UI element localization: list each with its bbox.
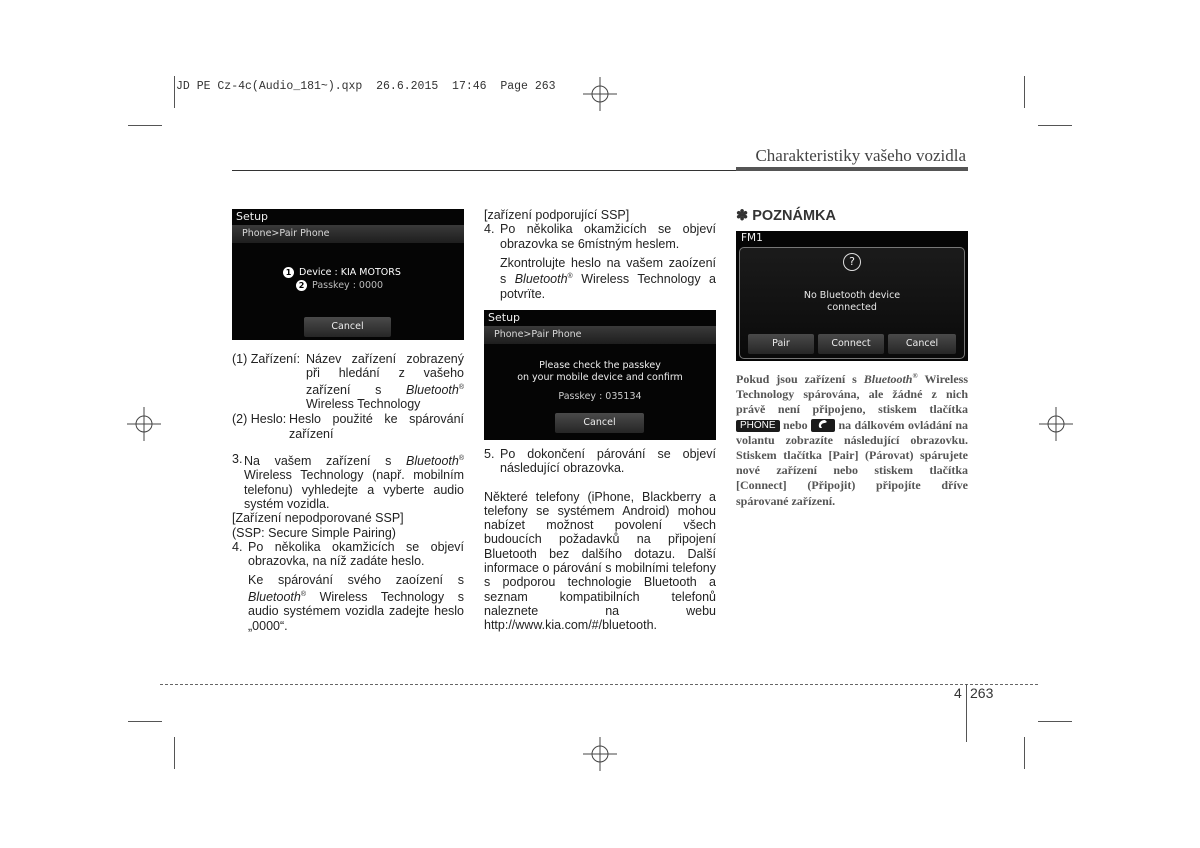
registration-mark-icon (127, 407, 161, 441)
step-5 (484, 447, 716, 476)
cancel-button[interactable]: Cancel (304, 317, 391, 337)
crop-mark (1038, 125, 1072, 126)
supported-heading: [zařízení podporující SSP] (484, 208, 630, 222)
registered-mark: ® (458, 454, 464, 462)
column-2-top-text (484, 208, 716, 301)
passkey-instruction-1: Please check the passkey (539, 360, 661, 371)
device-row (283, 267, 401, 278)
passkey-value: Passkey : 035134 (558, 391, 642, 402)
passkey-row (296, 280, 383, 291)
definition-text-part: Wireless Technology (306, 397, 421, 412)
note-heading (736, 208, 836, 224)
step-number: 4. (232, 539, 243, 554)
step-text-part: Wireless Technology s audio systémem vozidla zadejte heslo „0000“. (248, 589, 464, 633)
definition-text-part: Název zařízení zobrazený při hledání z vašeho zařízení s (306, 352, 464, 397)
passkey-value: Passkey : 0000 (312, 280, 384, 291)
step-3 (232, 452, 464, 511)
note-text-part: nebo (782, 417, 808, 432)
definition-term: (1) Zařízení: (232, 352, 301, 366)
screen-header: FM1 (741, 232, 763, 244)
note-text-part: Pokud jsou zařízení s (736, 372, 857, 386)
device-name: Device : KIA MOTORS (299, 267, 401, 278)
screen-header: Setup (488, 311, 521, 324)
step-number: 4. (484, 222, 495, 237)
callout-badge: 2 (296, 280, 307, 291)
definition-term: (2) Heslo: (232, 412, 287, 427)
screen-passkey-confirm (484, 310, 716, 440)
footer-rule (160, 684, 1038, 685)
step-text-part: Wireless Technology (např. mobilním telefonu) vyhledejte a vyberte audio systém vozidla. (244, 468, 464, 511)
column-1-text (232, 352, 464, 633)
crop-mark (1038, 721, 1072, 722)
ssp-definition: (SSP: Secure Simple Pairing) (232, 525, 396, 540)
footer-divider (966, 684, 967, 742)
step-text-part: Na vašem zařízení s (244, 454, 392, 469)
bluetooth-italic: Bluetooth (406, 454, 459, 469)
note-title: POZNÁMKA (752, 208, 836, 224)
step-4-ssp-detail (500, 256, 716, 301)
call-button-icon (811, 419, 835, 432)
crop-mark (1024, 76, 1025, 108)
unsupported-heading: [Zařízení nepodporované SSP] (232, 511, 404, 526)
crop-mark (128, 721, 162, 722)
note-text-part: na dálkovém ovládání na volantu zobrazíte následující obrazovku. Stiskem tlačítka [Pair] (Párovat) spárujete nové zařízení nebo stiskem tlačítka [Connect] (Připojit) připojíte dříve spárované zařízení. (736, 417, 969, 508)
step-4-detail (248, 573, 464, 632)
crop-mark (128, 125, 162, 126)
step-4 (232, 540, 464, 569)
registration-mark-icon (583, 737, 617, 771)
step-number: 5. (484, 447, 495, 461)
crop-mark (174, 76, 175, 108)
note-text-part: Wireless Technology spárována, ale žádné z nich právě není připojeno, stiskem tlačítka (736, 372, 969, 417)
callout-badge: 1 (283, 267, 294, 278)
dialog-message-2: connected (827, 302, 877, 313)
crop-mark (174, 737, 175, 769)
step-text: Po dokončení párování se objeví následující obrazovka. (500, 447, 716, 476)
screen-subheader-bar (232, 225, 464, 243)
screen-subheader-bar (484, 326, 716, 344)
screen-no-device (736, 231, 968, 361)
screen-header: Setup (236, 210, 269, 223)
screen-pair-phone (232, 209, 464, 340)
crop-mark (1024, 737, 1025, 769)
registered-mark: ® (567, 273, 573, 281)
step-text-part: Zkontrolujte heslo na vašem zaoízení s (500, 255, 716, 287)
page-number: 263 (970, 685, 994, 701)
screen-breadcrumb: Phone>Pair Phone (242, 228, 330, 239)
chapter-number: 4 (954, 685, 962, 701)
section-title: Charakteristiky vašeho vozidla (755, 146, 966, 165)
step-text-part: Wireless Technology a potvrïte. (500, 272, 716, 301)
definition-device (232, 352, 464, 411)
step-text: Po několika okamžicích se objeví obrazovka se 6místným heslem. (500, 222, 716, 251)
pair-button[interactable]: Pair (748, 334, 814, 354)
print-slug: JD PE Cz-4c(Audio_181~).qxp 26.6.2015 17:46 Page 263 (176, 80, 556, 93)
bluetooth-italic: Bluetooth (863, 372, 913, 386)
registration-mark-icon (583, 77, 617, 111)
definition-text (306, 352, 464, 411)
compatibility-paragraph: Některé telefony (iPhone, Blackberry a telefony se systémem Android) mohou nabízet možnost povolení všech budoucích požadavků na připojení Bluetooth bez dalšího dotazu. Další informace o párování s mobilními telefony s podporou technologie Bluetooth a seznam kompatibilních telefonů naleznete na webu http://www.kia.com/#/bluetooth. (484, 489, 716, 633)
bluetooth-italic: Bluetooth (248, 589, 301, 604)
registered-mark: ® (300, 590, 306, 598)
bluetooth-italic: Bluetooth (406, 382, 459, 397)
bluetooth-italic: Bluetooth (514, 272, 568, 287)
popup-dialog (739, 247, 965, 359)
step-text-part: Ke spárování svého zaoízení s (248, 573, 464, 588)
registered-mark: ® (458, 383, 464, 391)
dialog-message-1: No Bluetooth device (803, 290, 901, 301)
question-icon: ? (843, 253, 861, 271)
screen-breadcrumb: Phone>Pair Phone (494, 329, 582, 340)
phone-button-icon: PHONE (736, 420, 780, 432)
header-rule-thick (736, 167, 968, 171)
column-2-bottom-text (484, 447, 716, 633)
asterisk-icon: ✽ (736, 208, 749, 224)
registration-mark-icon (1039, 407, 1073, 441)
connect-button[interactable]: Connect (818, 334, 884, 354)
step-4-ssp (484, 222, 716, 251)
step-number: 3. (232, 451, 243, 466)
definition-text: Heslo použité ke spárování zařízení (289, 412, 464, 441)
note-text (736, 369, 968, 509)
step-text: Po několika okamžicích se objeví obrazovka, na níž zadáte heslo. (248, 539, 464, 569)
definition-passkey (232, 412, 464, 441)
cancel-button[interactable]: Cancel (555, 413, 644, 433)
step-text (244, 452, 464, 511)
cancel-button[interactable]: Cancel (888, 334, 956, 354)
passkey-instruction-2: on your mobile device and confirm (517, 372, 683, 383)
registered-mark: ® (912, 372, 918, 380)
